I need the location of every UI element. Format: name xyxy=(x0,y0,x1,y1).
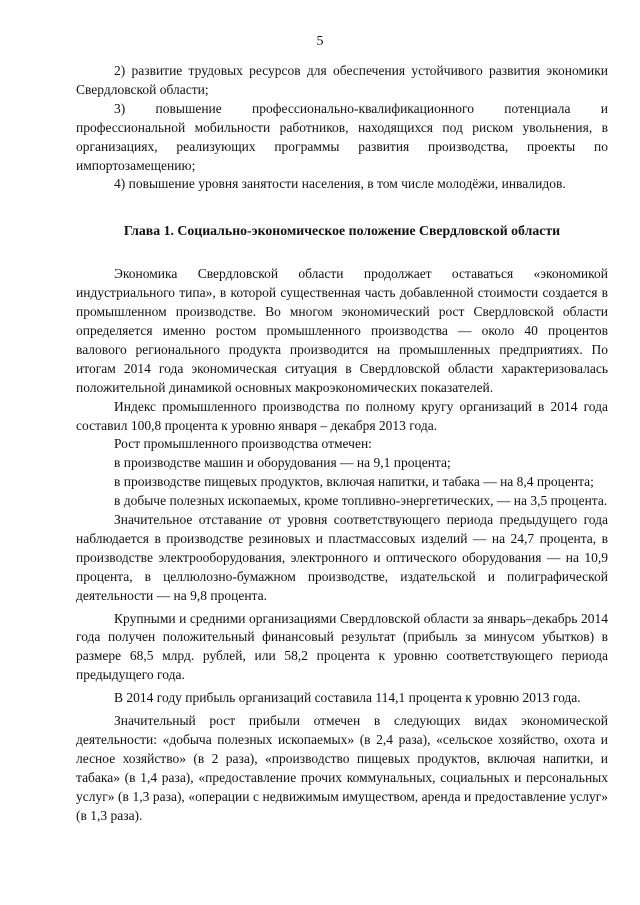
paragraph-growth-mining: в добыче полезных ископаемых, кроме топливно-энергетических, — на 3,5 процента. xyxy=(114,493,608,509)
paragraph-profit: В 2014 году прибыль организаций составила 114,1 процента к уровню 2013 года. xyxy=(114,690,581,706)
chapter-heading: Глава 1. Социально-экономическое положение Свердловской области xyxy=(123,223,561,239)
page-content xyxy=(76,62,608,826)
paragraph-industrial-index: Индекс промышленного производства по полному кругу организаций в 2014 года составил 100,8 процента к уровню января – декабря 2013 года. xyxy=(76,398,608,433)
list-item-3: 3) повышение профессионально-квалификационного потенциала и профессиональной мобильности работников, находящихся под риском увольнения, в организациях, реализующих программы развития производства, проекты по импортозамещению; xyxy=(76,100,608,173)
paragraph-decline: Значительное отставание от уровня соответствующего периода предыдущего года наблюдается в производстве резиновых и пластмассовых изделий — на 24,7 процента, в производстве электрооборудования, электронного и оптического оборудования — на 10,9 процента, в целлюлозно-бумажном производстве, издательской и полиграфической деятельности — на 9,8 процента. xyxy=(76,512,608,603)
list-item-4: 4) повышение уровня занятости населения, в том числе молодёжи, инвалидов. xyxy=(114,176,566,192)
paragraph-growth-intro: Рост промышленного производства отмечен: xyxy=(114,436,372,452)
paragraph-growth-machines: в производстве машин и оборудования — на 9,1 процента; xyxy=(114,455,451,471)
paragraph-growth-food: в производстве пищевых продуктов, включая напитки, и табака — на 8,4 процента; xyxy=(114,474,594,490)
paragraph-financial-result: Крупными и средними организациями Свердловской области за январь–декабрь 2014 года получен положительный финансовый результат (прибыль за минусом убытков) в размере 68,5 млрд. рублей, или 58,2 процента к уровню соответствующего периода предыдущего года. xyxy=(76,610,608,683)
page-number: 5 xyxy=(316,34,324,49)
paragraph-economy-overview: Экономика Свердловской области продолжает оставаться «экономикой индустриального типа», в которой существенная часть добавленной стоимости создается в промышленном производстве. Во многом экономический рост Свердловской области определяется именно ростом промышленного производства — около 40 процентов валового регионального продукта производится на промышленных предприятиях. По итогам 2014 года экономическая ситуация в Свердловской области характеризовалась положительной динамикой основных макроэкономических показателей. xyxy=(76,266,608,395)
paragraph-profit-growth: Значительный рост прибыли отмечен в следующих видах экономической деятельности: «добыча полезных ископаемых» (в 2,4 раза), «сельское хозяйство, охота и лесное хозяйство» (в 2 раза), «производство пищевых продуктов, включая напитки, и табака» (в 1,4 раза), «предоставление прочих коммунальных, социальных и персональных услуг» (в 1,3 раза), «операции с недвижимым имуществом, аренда и предоставление услуг» (в 1,3 раза). xyxy=(76,713,608,823)
list-item-2: 2) развитие трудовых ресурсов для обеспечения устойчивого развития экономики Свердловской области; xyxy=(76,63,608,97)
